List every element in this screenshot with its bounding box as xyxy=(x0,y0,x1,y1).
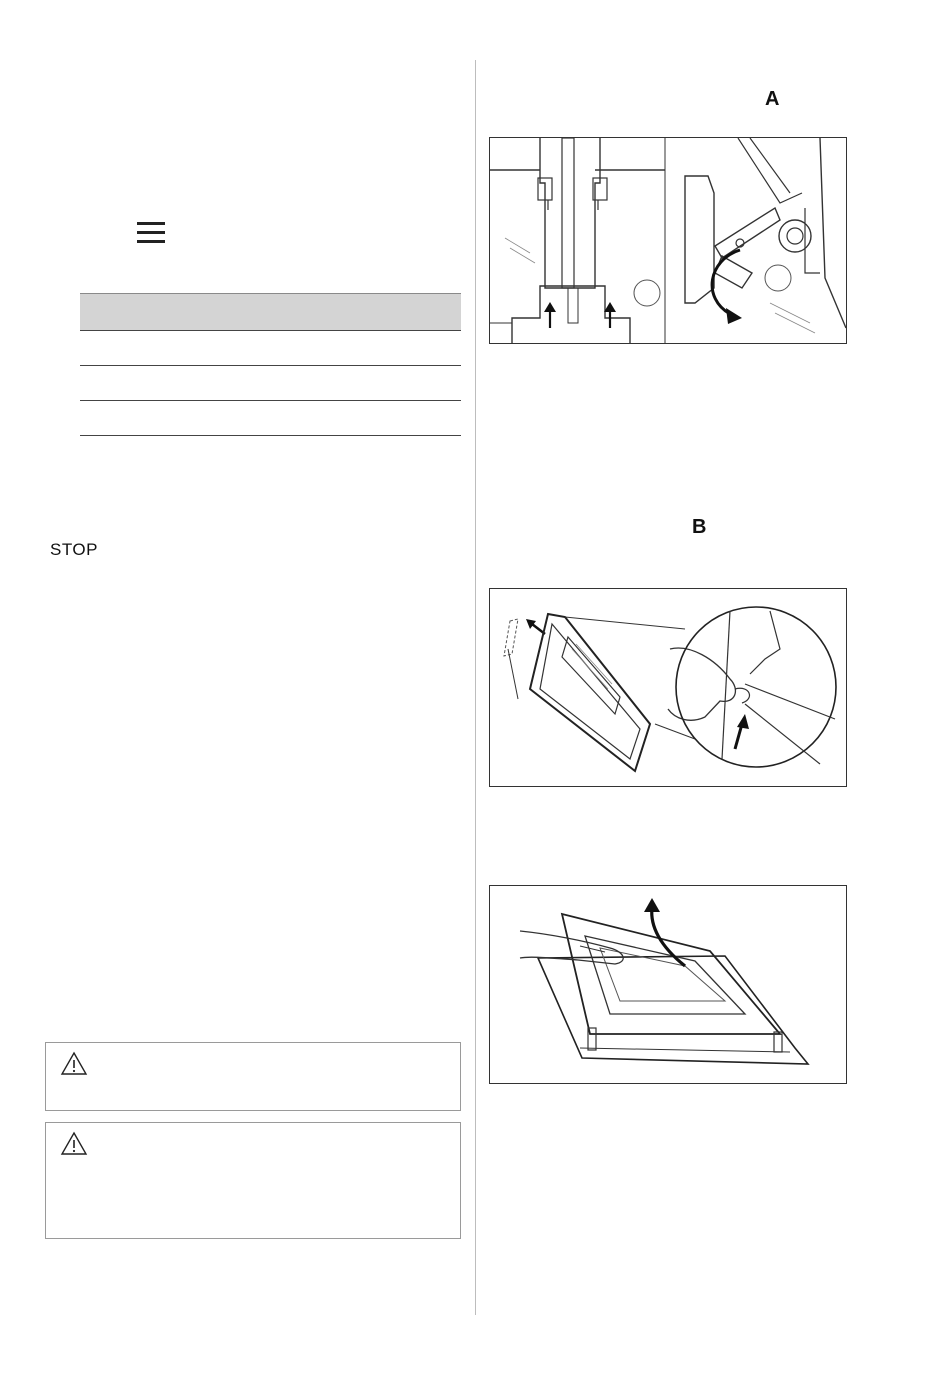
table-row xyxy=(80,331,461,366)
figure-b-glass-panel-illustration xyxy=(489,588,847,787)
warning-triangle-icon xyxy=(60,1131,88,1156)
column-divider xyxy=(475,60,476,1315)
table-row xyxy=(80,366,461,401)
warning-triangle-icon xyxy=(60,1051,88,1076)
warning-box xyxy=(45,1042,461,1111)
warning-box xyxy=(45,1122,461,1239)
settings-table xyxy=(80,293,461,436)
figure-a-hinge-illustration xyxy=(489,137,847,344)
table-row xyxy=(80,401,461,436)
table-header xyxy=(80,293,461,331)
figure-c-door-removal-illustration xyxy=(489,885,847,1084)
stop-label: STOP xyxy=(50,540,98,559)
figure-a-label: A xyxy=(765,88,780,110)
figure-b-label: B xyxy=(692,516,707,538)
menu-icon xyxy=(137,222,165,246)
